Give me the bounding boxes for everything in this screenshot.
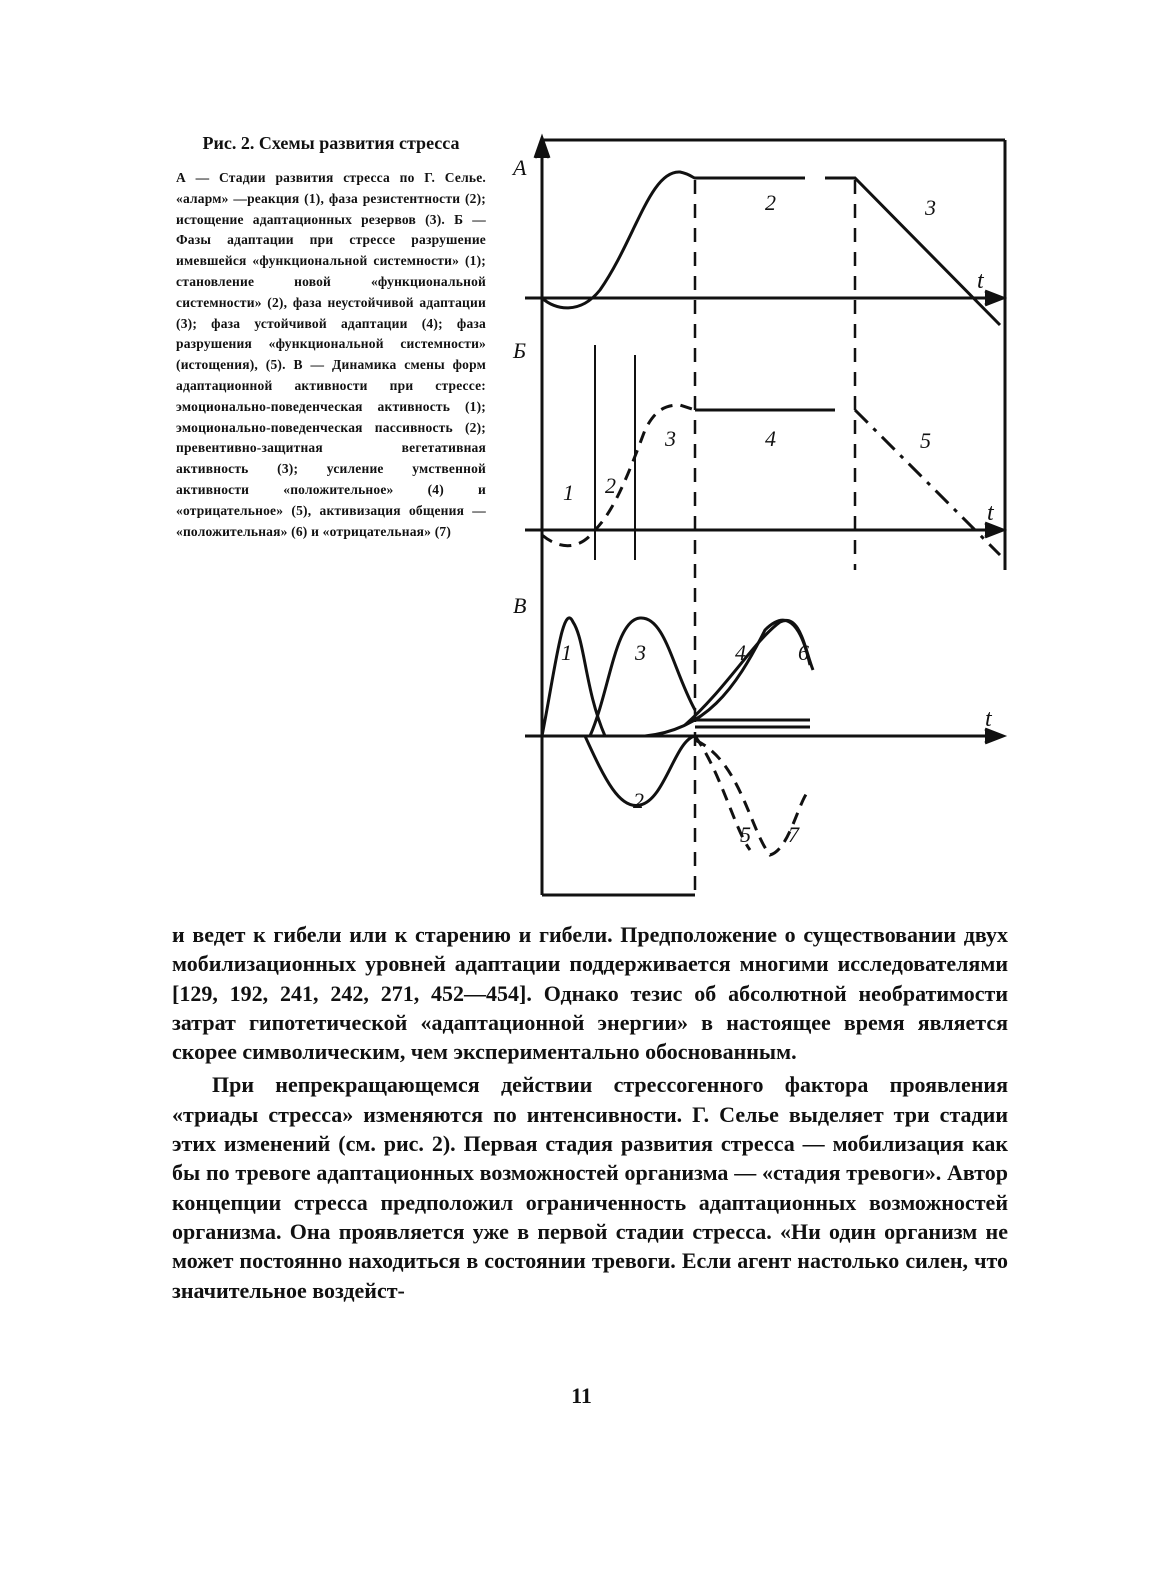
panel-c-curve-label-3: 3 (635, 640, 646, 665)
panel-a-curve-label-2: 2 (765, 190, 776, 215)
stress-diagram (505, 130, 1025, 900)
panel-c-curve-3 (590, 618, 695, 736)
panel-a-curve-exhaustion (825, 178, 1000, 325)
figure-title: Схемы развития стресса (258, 133, 460, 153)
panel-c-curve-label-1: 1 (561, 640, 572, 665)
panel-b-curve-label-2: 2 (605, 473, 616, 498)
panel-c-curve-label-2: 2 (633, 788, 644, 813)
panel-b-curve-label-4: 4 (765, 426, 776, 451)
panel-b-curve-label-3: 3 (665, 426, 676, 451)
panel-c-label: В (513, 593, 527, 618)
panel-b-axis-label: t (987, 500, 994, 526)
panel-c (525, 618, 1003, 855)
panel-a-axis-label: t (977, 268, 984, 294)
figure-caption (176, 132, 486, 542)
figure-label: Рис. 2. (202, 133, 255, 153)
panel-c-curve-label-5: 5 (740, 822, 751, 847)
panel-b-curve-label-1: 1 (563, 480, 574, 505)
paragraph-1: и ведет к гибели или к старению и гибели. Предположение о существовании двух мобилизационных уровней адаптации поддерживается многими исследователями [129, 192, 241, 242, 271, 452—454]. Однако тезис об абсолютной необратимости затрат гипотетической «адаптационной энергии» в настоящее время является скорее символическим, чем экспериментально обоснованным. (172, 922, 1008, 1065)
panel-c-curve-label-6: 6 (798, 640, 809, 665)
page-number: 11 (571, 1383, 592, 1408)
panel-c-curve-label-4: 4 (735, 640, 746, 665)
panel-b-curve-label-5: 5 (920, 428, 931, 453)
panel-a-curve-label-3: 3 (925, 195, 936, 220)
panel-a-label: А (513, 155, 527, 180)
panel-b-label: Б (513, 338, 526, 363)
body-text (172, 920, 1008, 1305)
caption-title (176, 132, 486, 154)
panel-a-time-arrow (985, 291, 1003, 305)
stress-diagram-svg (505, 130, 1025, 900)
panel-a (525, 172, 1003, 895)
paragraph-2: При непрекращающемся действии стрессогенного фактора проявления «триады стресса» изменяются по интенсивности. Г. Селье выделяет три стадии этих изменений (см. рис. 2). Первая стадия развития стресса — мобилизация как бы по тревоге адаптационных возможностей организма — «стадия тревоги». Автор концепции стресса предположил ограниченность адаптационных возможностей организма. Она проявляется уже в первой стадии стресса. «Ни один организм не может постоянно находиться в состоянии тревоги. Если агент настолько силен, что значительное воздейст- (172, 1072, 1008, 1303)
panel-b (525, 345, 1003, 560)
caption-body: А — Стадии развития стресса по Г. Селье. «аларм» —реакция (1), фаза резистентности (2); истощение адаптационных резервов (3). Б — Фазы адаптации при стрессе разрушение имевшейся «функциональной системности» (1); становление новой «функциональной системности» (2), фаза неустойчивой адаптации (3); фаза устойчивой адаптации (4); фаза разрушения «функциональной системности» (истощения), (5). В — Динамика смены форм адаптационной активности при стрессе: эмоционально-поведенческая активность (1); эмоционально-поведенческая пассивность (2); превентивно-защитная вегетативная активность (3); усиление умственной активности «положительное» (4) и «отрицательное» (5), активизация общения — «положительная» (6) и «отрицательная» (7) (176, 170, 486, 539)
panel-c-axis-label: t (985, 706, 992, 732)
panel-c-curve-6 (685, 620, 813, 725)
panel-c-curve-label-7: 7 (788, 822, 799, 847)
